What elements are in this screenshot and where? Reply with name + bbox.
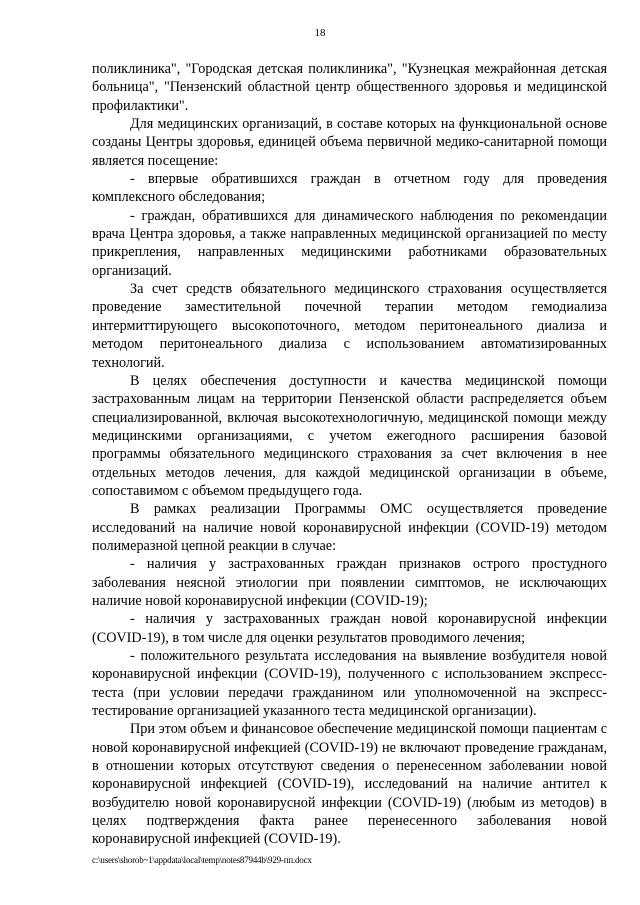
list-item-dynamic-observation: - граждан, обратившихся для динамического наблюдения по рекомендации врача Центра здоровья, а также направленных медицинской организацией по месту прикрепления, направленных медицинскими работниками образовательных организаций.: [92, 207, 607, 279]
paragraph-health-centers: Для медицинских организаций, в составе которых на функциональной основе созданы Центры здоровья, единицей объема первичной медико-санитарной помощи является посещение:: [92, 116, 607, 169]
document-body: [92, 60, 607, 849]
list-item-covid-presence: - наличия у застрахованных граждан новой коронавирусной инфекции (COVID-19), в том числе для оценки результатов проводимого лечения;: [92, 611, 607, 646]
list-item-express-test: - положительного результата исследования на выявление возбудителя новой коронавирусной инфекции (COVID-19), полученного с использованием экспресс-теста (при условии передачи гражданином или уполномоченной на экспресс-тестирование организацией указанного теста медицинской организации).: [92, 648, 607, 720]
list-item-first-visit: - впервые обратившихся граждан в отчетном году для проведения комплексного обследования;: [92, 171, 607, 206]
paragraph-specialized-care: В целях обеспечения доступности и качества медицинской помощи застрахованным лицам на территории Пензенской области распределяется объем специализированной, включая высокотехнологичную, медицинской помощи между медицинскими организациями, с учетом ежегодного расширения базовой программы обязательного медицинского страхования за счет включения в нее отдельных методов лечения, для каждой медицинской организации в объеме, сопоставимом с объемом предыдущего года.: [92, 372, 607, 499]
paragraph-dialysis: За счет средств обязательного медицинского страхования осуществляется проведение заместительной почечной терапии методом гемодиализа интермиттирующего высокопоточного, методом перитонеального диализа и методом перитонеального диализа с использованием автоматизированных технологий.: [92, 281, 607, 371]
list-item-symptoms: - наличия у застрахованных граждан признаков острого простудного заболевания неясной этиологии при появлении симптомов, не исключающих наличие новой коронавирусной инфекции (COVID-19);: [92, 556, 607, 609]
paragraph-antibody-exclusion: При этом объем и финансовое обеспечение медицинской помощи пациентам с новой коронавирусной инфекцией (COVID-19) не включают проведение гражданам, в отношении которых отсутствуют сведения о перенесенном заболевании новой коронавирусной инфекцией (COVID-19), исследований на наличие антител к возбудителю новой коронавирусной инфекции (COVID-19) (любым из методов) в целях подтверждения факта ранее перенесенного заболевания новой коронавирусной инфекцией (COVID-19).: [92, 721, 607, 848]
footer-file-path: c:\users\shorob~1\appdata\local\temp\notes87944b\929-пп.docx: [92, 855, 312, 865]
paragraph-continuation: поликлиника", "Городская детская поликлиника", "Кузнецкая межрайонная детская больница", "Пензенский областной центр общественного здоровья и медицинской профилактики".: [92, 61, 607, 114]
page-number: 18: [314, 27, 326, 39]
paragraph-pcr-testing: В рамках реализации Программы ОМС осуществляется проведение исследований на наличие новой коронавирусной инфекции (COVID-19) методом полимеразной цепной реакции в случае:: [92, 501, 607, 554]
